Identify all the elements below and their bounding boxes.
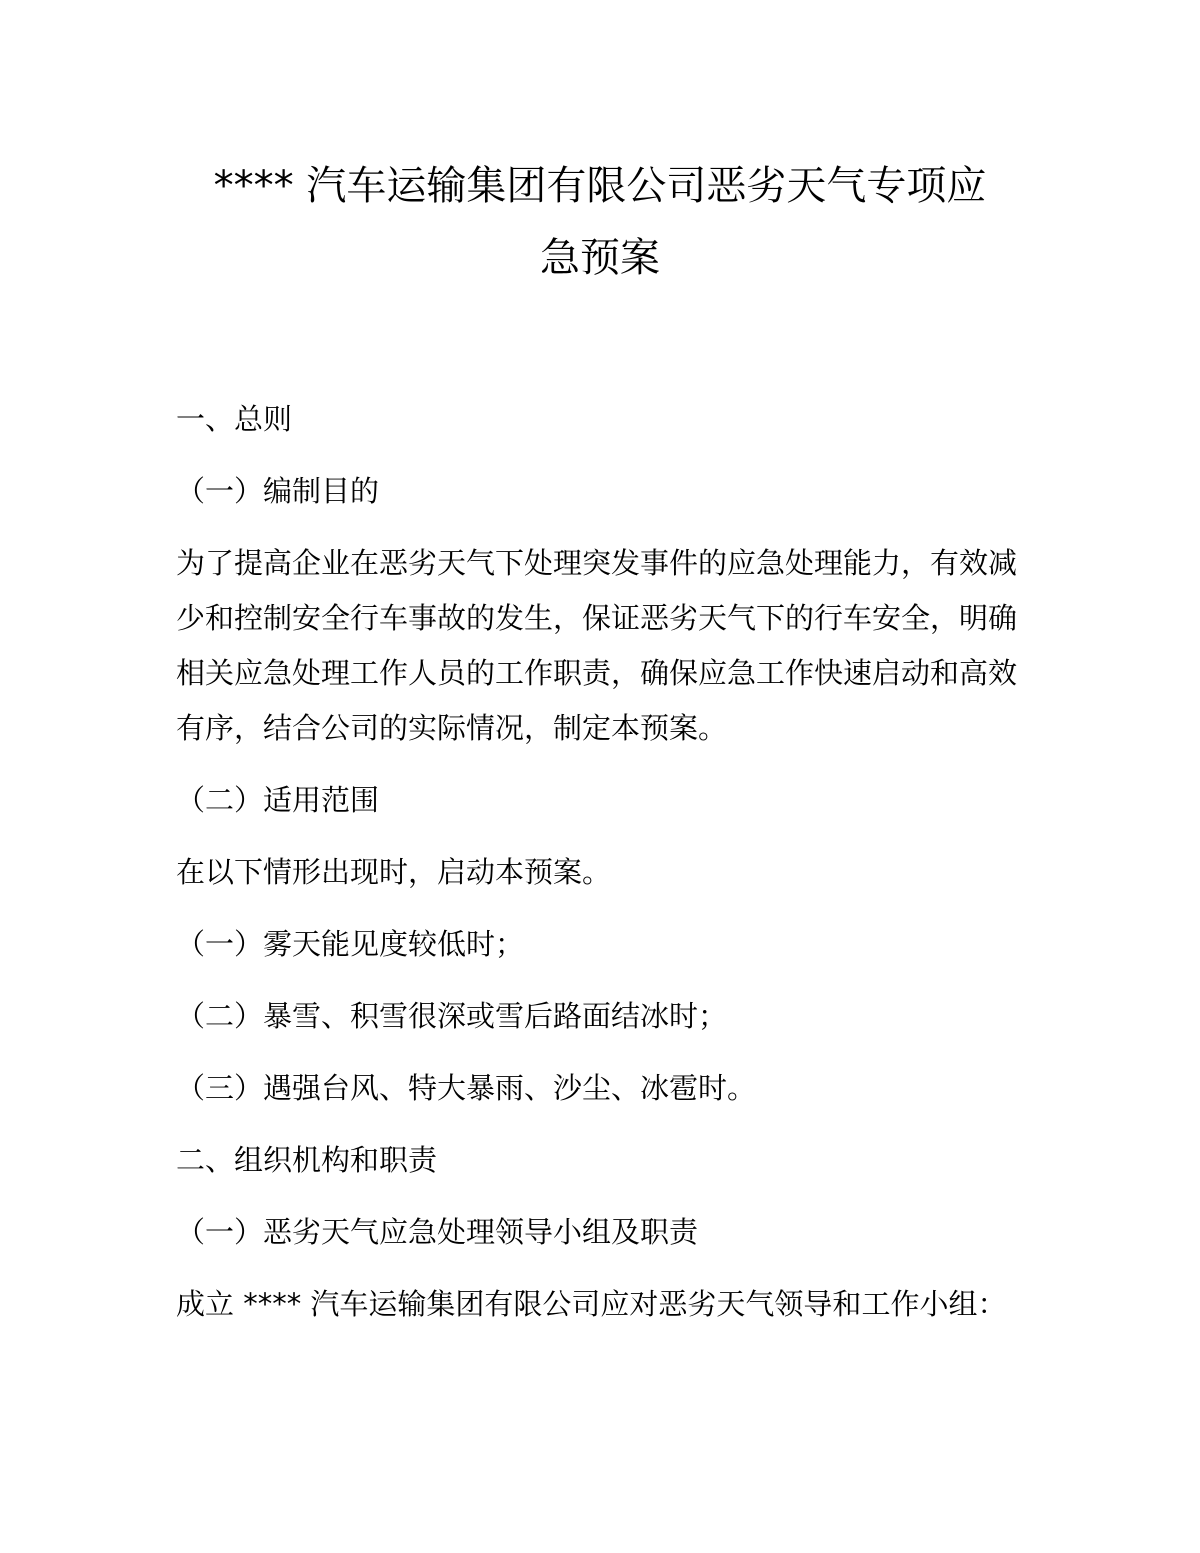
- paragraph-purpose: 为了提高企业在恶劣天气下处理突发事件的应急处理能力，有效减少和控制安全行车事故的发生，保证恶劣天气下的行车安全，明确相关应急处理工作人员的工作职责，确保应急工作快速启动和高效有序，结合公司的实际情况，制定本预案。: [176, 546, 1018, 745]
- paragraph-leadership: 成立 **** 汽车运输集团有限公司应对恶劣天气领导和工作小组：: [176, 1287, 1007, 1321]
- document-title-line-2: 急预案: [540, 235, 660, 281]
- subsection-heading-scope: （二）适用范围: [176, 783, 380, 817]
- list-item-fog: （一）雾天能见度较低时；: [176, 927, 525, 961]
- document-title: [150, 150, 1050, 294]
- list-item-storm: （三）遇强台风、特大暴雨、沙尘、冰雹时。: [176, 1071, 757, 1105]
- section-heading-general: 一、总则: [176, 402, 293, 436]
- list-item-snow: （二）暴雪、积雪很深或雪后路面结冰时；: [176, 999, 728, 1033]
- subsection-heading-leadership: （一）恶劣天气应急处理领导小组及职责: [176, 1215, 699, 1249]
- section-heading-organization: 二、组织机构和职责: [176, 1143, 438, 1177]
- subsection-heading-purpose: （一）编制目的: [176, 474, 380, 508]
- document-body: [176, 392, 1036, 1349]
- document-title-line-1: **** 汽车运输集团有限公司恶劣天气专项应: [213, 163, 987, 209]
- paragraph-scope: 在以下情形出现时，启动本预案。: [176, 855, 612, 889]
